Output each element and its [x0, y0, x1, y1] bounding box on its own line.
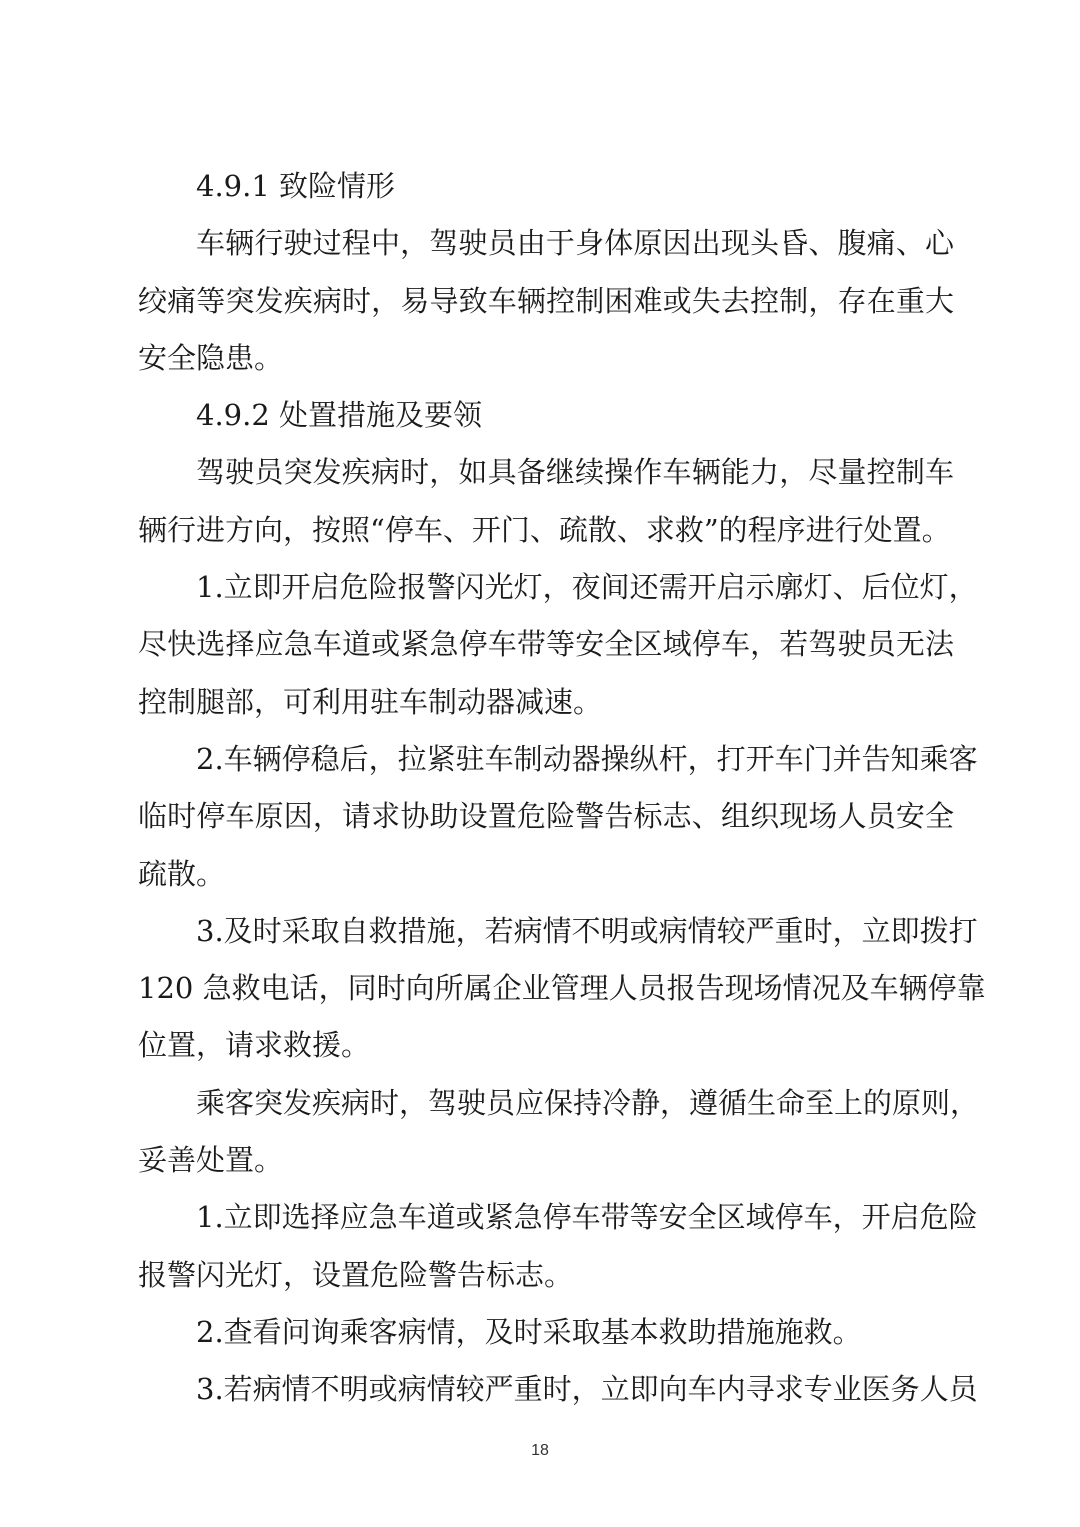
paragraph-line: 3.若病情不明或病情较严重时，立即向车内寻求专业医务人员 — [196, 1372, 978, 1407]
paragraph-line: 2.车辆停稳后，拉紧驻车制动器操纵杆，打开车门并告知乘客 — [196, 741, 978, 776]
paragraph-line: 位置，请求救援。 — [138, 1028, 371, 1063]
paragraph-line: 报警闪光灯，设置危险警告标志。 — [138, 1257, 574, 1292]
paragraph-step-3-self-rescue — [138, 903, 986, 1075]
section-heading-4-9-1: 4.9.1 致险情形 — [196, 169, 396, 203]
page-content — [138, 158, 986, 1419]
paragraph-passenger-step-3 — [138, 1361, 978, 1418]
paragraph-step-2-parking-brake — [138, 731, 978, 903]
paragraph-line: 尽快选择应急车道或紧急停车带等安全区域停车，若驾驶员无法 — [138, 627, 954, 662]
paragraph-driver-illness-procedure — [138, 444, 954, 559]
paragraph-line: 绞痛等突发疾病时，易导致车辆控制困难或失去控制，存在重大 — [138, 283, 954, 318]
paragraph-passenger-illness — [138, 1075, 980, 1190]
paragraph-passenger-step-2 — [138, 1304, 954, 1361]
paragraph-line: 临时停车原因，请求协助设置危险警告标志、组织现场人员安全 — [138, 799, 954, 834]
paragraph-step-1-hazard-lights — [138, 559, 978, 731]
paragraph-driver-risk-situation — [138, 215, 954, 387]
paragraph-line: 妥善处置。 — [138, 1143, 284, 1178]
paragraph-line: 1.立即开启危险报警闪光灯，夜间还需开启示廓灯、后位灯， — [196, 570, 978, 605]
paragraph-line: 车辆行驶过程中，驾驶员由于身体原因出现头昏、腹痛、心 — [196, 226, 954, 261]
paragraph-line: 乘客突发疾病时，驾驶员应保持冷静，遵循生命至上的原则， — [196, 1085, 980, 1120]
paragraph-line: 驾驶员突发疾病时，如具备继续操作车辆能力，尽量控制车 — [196, 455, 954, 490]
paragraph-line: 2.查看问询乘客病情，及时采取基本救助措施施救。 — [196, 1314, 862, 1349]
section-heading-4-9-2: 4.9.2 处置措施及要领 — [196, 398, 483, 433]
paragraph-line: 1.立即选择应急车道或紧急停车带等安全区域停车，开启危险 — [196, 1200, 978, 1235]
paragraph-line: 控制腿部，可利用驻车制动器减速。 — [138, 684, 603, 719]
paragraph-line: 安全隐患。 — [138, 340, 284, 375]
page-number: 18 — [531, 1442, 549, 1459]
paragraph-line: 疏散。 — [138, 856, 226, 891]
paragraph-passenger-step-1 — [138, 1189, 978, 1304]
paragraph-line: 3.及时采取自救措施，若病情不明或病情较严重时，立即拨打 — [196, 913, 978, 948]
paragraph-line: 辆行进方向，按照“停车、开门、疏散、求救”的程序进行处置。 — [138, 512, 951, 547]
paragraph-line: 120 急救电话，同时向所属企业管理人员报告现场情况及车辆停靠 — [138, 971, 986, 1006]
